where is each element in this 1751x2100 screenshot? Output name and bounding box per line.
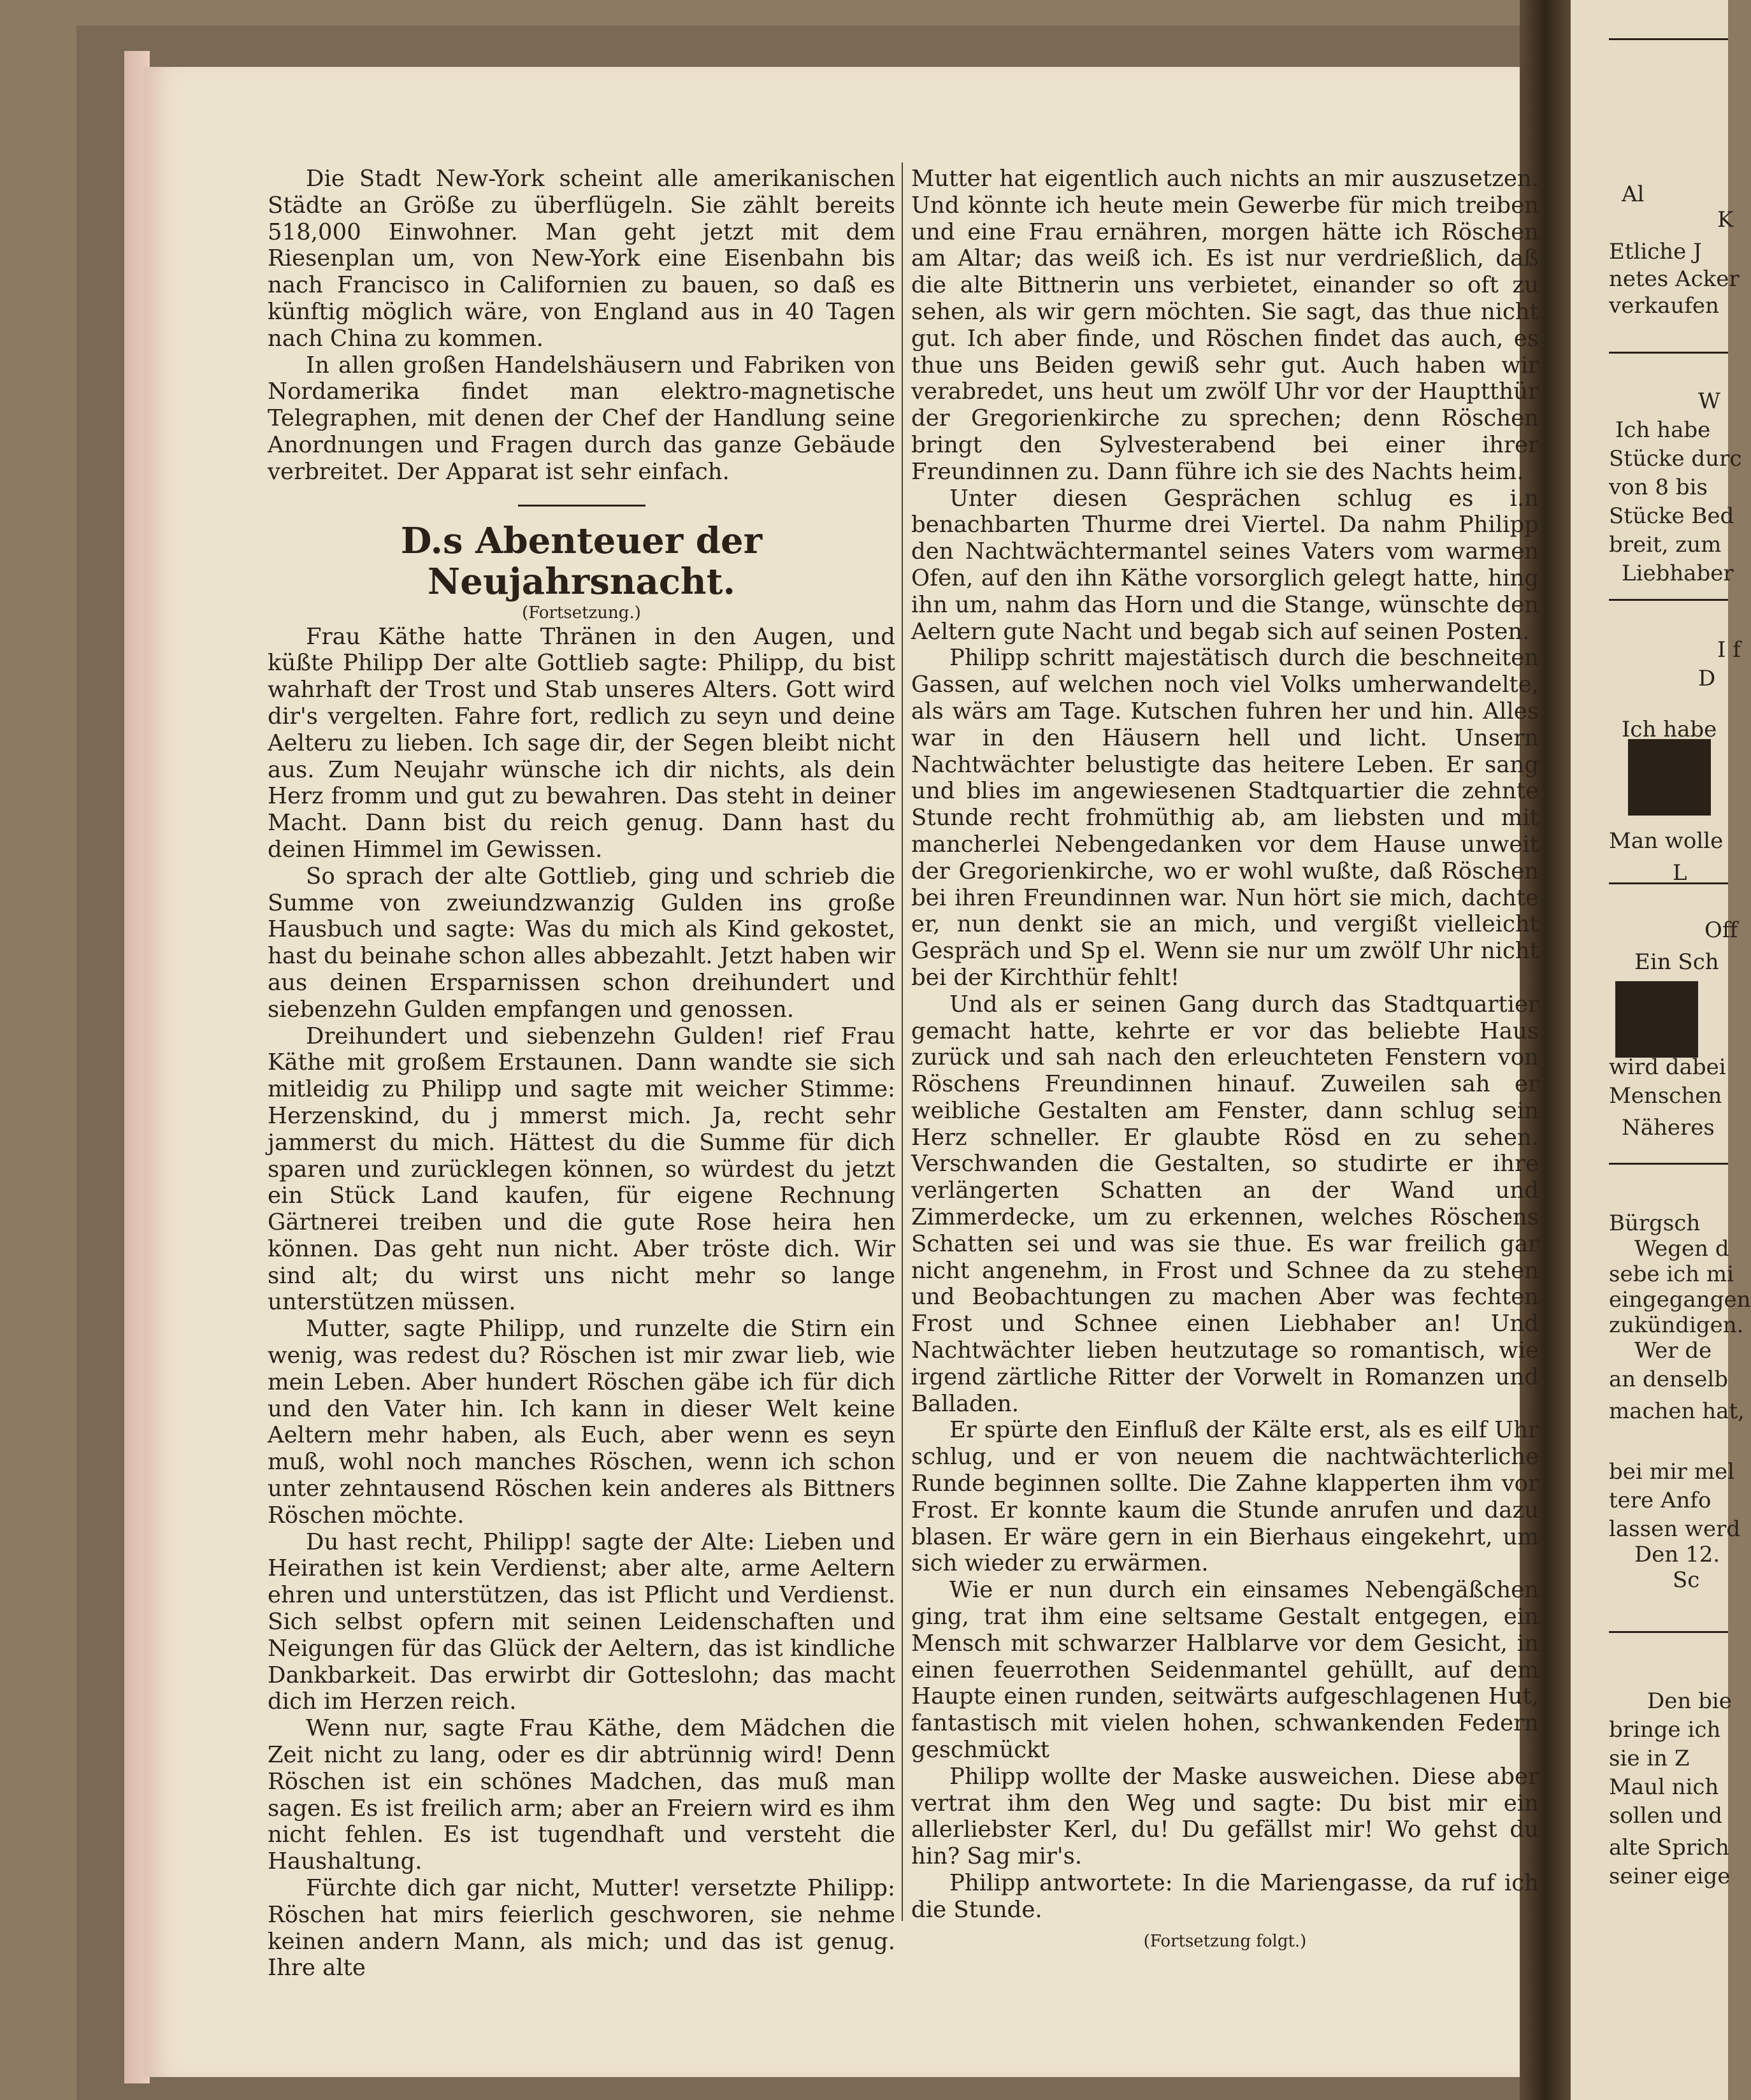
adjacent-text-line: bei mir mel xyxy=(1609,1459,1734,1485)
adjacent-text-line: wird dabei xyxy=(1609,1054,1726,1080)
adjacent-text-line: Maul nich xyxy=(1609,1774,1719,1800)
story-paragraph: Frau Käthe hatte Thränen in den Augen, und küßte Philipp Der alte Gottlieb sagte: Philipp, du bist wahrhaft der Trost und Stab unseres Alters. Gott wird dir's vergelten. Fahre fort, redlich zu seyn und deine Aelteru zu lieben. Ich sage dir, der Segen bleibt nicht aus. Zum Neujahr wünsche ich dir nichts, als dein Herz fromm und gut zu bewahren. Das steht in deiner Macht. Dann bist du reich genug. Dann hast du deinen Himmel im Gewissen. xyxy=(268,623,895,863)
adjacent-text-line: Menschen xyxy=(1609,1083,1722,1109)
adjacent-text-line: sollen und xyxy=(1609,1803,1723,1829)
adjacent-text-line: Ich habe xyxy=(1615,417,1711,443)
adjacent-text-line: Den bie xyxy=(1647,1688,1732,1714)
right-column xyxy=(911,166,1539,1950)
story-paragraph: Wie er nun durch ein einsames Nebengäßchen ging, trat ihm eine seltsame Gestalt entgegen, ein Mensch mit schwarzer Halblarve vor dem Gesicht, in einen feuerrothen Seidenmantel gehüllt, auf dem Haupte einen runden, seitwärts aufgeschlagenen Hut, fantastisch mit vielen hohen, schwankenden Federn geschmückt xyxy=(911,1577,1539,1764)
story-paragraph: Fürchte dich gar nicht, Mutter! versetzte Philipp: Röschen hat mirs feierlich geschworen, sie nehme keinen andern Mann, als mich; und das ist genug. Ihre alte xyxy=(268,1875,895,1981)
adjacent-text-line: netes Acker xyxy=(1609,266,1740,292)
adjacent-text-line: sie in Z xyxy=(1609,1746,1690,1771)
adjacent-text-line: Näheres xyxy=(1622,1115,1715,1140)
left-column xyxy=(268,166,895,1981)
woodcut-image xyxy=(1615,981,1698,1058)
story-headline: D.s Abenteuer der Neujahrsnacht. xyxy=(400,519,763,603)
adjacent-text-line: von 8 bis xyxy=(1609,475,1708,500)
section-divider xyxy=(518,505,645,507)
adjacent-text-line: seiner eige xyxy=(1609,1864,1731,1889)
story-paragraph: Wenn nur, sagte Frau Käthe, dem Mädchen die Zeit nicht zu lang, oder es dir abtrünnig wird! Denn Röschen ist ein schönes Madchen, das muß man sagen. Es ist freilich arm; aber an Freiern wird es ihm nicht fehlen. Es ist tugendhaft und versteht die Haushaltung. xyxy=(268,1715,895,1875)
adjacent-text-line: L xyxy=(1673,860,1687,886)
story-paragraph: Unter diesen Gesprächen schlug es i.n benachbarten Thurme drei Viertel. Da nahm Philipp den Nachtwächtermantel seines Vaters vom warmen Ofen, auf den ihn Käthe vorsorglich gelegt hatte, hing ihn um, nahm das Horn und die Stange, wünschte den Aeltern gute Nacht und begab sich auf seinen Posten. xyxy=(911,485,1539,645)
adjacent-text-line: bringe ich xyxy=(1609,1717,1721,1743)
story-paragraph: Philipp schritt majestätisch durch die beschneiten Gassen, auf welchen noch viel Volks umherwandelte, als wärs am Tage. Kutschen fuhren her und hin. Alles war in den Häusern hell und licht. Unsern Nachtwächter belustigte das heitere Leben. Er sang und blies im angewiesenen Stadtquartier die zehnte Stunde recht frohmüthig ab, am liebsten und mit mancherlei Nebengedanken vor dem Hause unweit der Gregorienkirche, wo er wohl wußte, daß Röschen bei ihren Freundinnen war. Nun hört sie mich, dachte er, nun denkt sie an mich, und vergißt vielleicht Gespräch und Sp el. Wenn sie nur um zwölf Uhr nicht bei der Kirchthür fehlt! xyxy=(911,645,1539,991)
story-paragraph: Mutter, sagte Philipp, und runzelte die Stirn ein wenig, was redest du? Röschen ist mir zwar lieb, wie mein Leben. Aber hundert Röschen gäbe ich für dich und den Vater hin. Ich kann in dieser Welt keine Aeltern mehr haben, als Euch, aber wenn es seyn muß, wohl noch manches Röschen, wenn ich schon unter zehntausend Röschen kein anderes als Bittners Röschen möchte. xyxy=(268,1316,895,1528)
story-paragraph: Philipp wollte der Maske ausweichen. Diese aber vertrat ihm den Weg und sagte: Du bist mir ein allerliebster Kerl, du! Du gefällst mir! Wo gehst du hin? Sag mir's. xyxy=(911,1763,1539,1870)
story-paragraph: Du hast recht, Philipp! sagte der Alte: Lieben und Heirathen ist kein Verdienst; aber alte, arme Aeltern ehren und unterstützen, das ist Pflicht und Verdienst. Sich selbst opfern mit seinen Leidenschaften und Neigungen für das Glück der Aeltern, das ist kindliche Dankbarkeit. Das erwirbt dir Gotteslohn; das macht dich im Herzen reich. xyxy=(268,1528,895,1715)
adjacent-text-line: W xyxy=(1698,389,1720,414)
adjacent-text-line: Al xyxy=(1622,182,1645,207)
adjacent-text-line: lassen werd xyxy=(1609,1516,1741,1542)
adjacent-text-line: zukündigen. xyxy=(1609,1312,1744,1338)
adjacent-text-line: Stücke durc xyxy=(1609,446,1742,471)
adjacent-rule xyxy=(1609,352,1728,354)
adjacent-text-line: Man wolle xyxy=(1609,828,1724,854)
story-paragraph: Dreihundert und siebenzehn Gulden! rief Frau Käthe mit großem Erstaunen. Dann wandte sie sich mitleidig zu Philipp und sagte mit weicher Stimme: Herzenskind, du j mmerst mich. Ja, recht sehr jammerst du mich. Hättest du die Summe für dich sparen und zurücklegen können, so würdest du jetzt ein Stück Land kaufen, für eigene Rechnung Gärtnerei treiben und die gute Rose heira hen können. Das geht nun nicht. Aber tröste dich. Wir sind alt; du wirst uns nicht mehr so lange unterstützen müssen. xyxy=(268,1023,895,1316)
adjacent-text-line: machen hat, xyxy=(1609,1399,1745,1424)
adjacent-text-line: tere Anfo xyxy=(1609,1488,1711,1513)
continuation-footer: (Fortsetzung folgt.) xyxy=(1143,1931,1307,1951)
continuation-note: (Fortsetzung.) xyxy=(522,603,641,622)
adjacent-rule xyxy=(1609,882,1728,884)
adjacent-text-line: alte Sprich xyxy=(1609,1835,1729,1860)
adjacent-text-line: Off xyxy=(1704,917,1738,943)
adjacent-text-line: Bürgsch xyxy=(1609,1211,1701,1236)
adjacent-rule xyxy=(1609,1163,1728,1165)
story-paragraph: Philipp antwortete: In die Mariengasse, da ruf ich die Stunde. xyxy=(911,1870,1539,1923)
adjacent-text-line: Ein Sch xyxy=(1634,949,1719,975)
adjacent-text-line: Sc xyxy=(1673,1567,1700,1593)
adjacent-text-line: Etliche J xyxy=(1609,239,1702,264)
adjacent-rule xyxy=(1609,1631,1728,1633)
adjacent-text-line: Stücke Bed xyxy=(1609,503,1734,529)
adjacent-text-line: I f xyxy=(1717,637,1741,663)
story-paragraph: Er spürte den Einfluß der Kälte erst, als es eilf Uhr schlug, und er von neuem die nachtwächterliche Runde beginnen sollte. Die Zahne klapperten ihm vor Frost. Er konnte kaum die Stunde anrufen und dazu blasen. Er wäre gern in ein Bierhaus eingekehrt, um sich wieder zu erwärmen. xyxy=(911,1417,1539,1577)
woodcut-image xyxy=(1628,739,1711,816)
adjacent-rule xyxy=(1609,599,1728,601)
adjacent-text-line: breit, zum xyxy=(1609,532,1722,557)
column-rule xyxy=(902,162,903,1921)
adjacent-text-line: Liebhaber xyxy=(1622,561,1734,586)
adjacent-text-line: Ich habe xyxy=(1622,717,1717,742)
adjacent-text-line: D xyxy=(1698,666,1716,691)
adjacent-text-line: Wegen d xyxy=(1634,1236,1729,1262)
adjacent-text-line: eingegangen xyxy=(1609,1287,1751,1312)
adjacent-rule xyxy=(1609,38,1728,40)
adjacent-text-line: Den 12. xyxy=(1634,1542,1720,1567)
story-paragraph: Mutter hat eigentlich auch nichts an mir auszusetzen. Und könnte ich heute mein Gewerbe für mich treiben und eine Frau ernähren, morgen hätte ich Röschen am Altar; das weiß ich. Es ist nur verdrießlich, daß die alte Bittnerin uns verbietet, einander so oft zu sehen, als wir gern möchten. Sie sagt, das thue nicht gut. Ich aber finde, und Röschen findet das auch, es thue uns Beiden gewiß sehr gut. Auch haben wir verabredet, uns heut um zwölf Uhr vor der Hauptthür der Gregorienkirche zu sprechen; denn Röschen bringt den Sylvesterabend bei einer ihrer Freundinnen zu. Dann führe ich sie des Nachts heim. xyxy=(911,166,1539,485)
adjacent-text-line: Wer de xyxy=(1634,1338,1712,1363)
news-item-new-york: Die Stadt New-York scheint alle amerikanischen Städte an Größe zu überflügeln. Sie zählt bereits 518,000 Einwohner. Man geht jetzt mit dem Riesenplan um, von New-York eine Eisenbahn bis nach Francisco in Californien zu bauen, so daß es künftig möglich wäre, von England aus in 40 Tagen nach China zu kommen. xyxy=(268,166,895,352)
story-paragraph: So sprach der alte Gottlieb, ging und schrieb die Summe von zweiundzwanzig Gulden ins große Hausbuch und sagte: Was du mich als Kind gekostet, hast du beinahe schon alles abbezahlt. Jetzt haben wir aus deinen Ersparnissen schon dreihundert und siebenzehn Gulden empfangen und genossen. xyxy=(268,863,895,1023)
story-paragraph: Und als er seinen Gang durch das Stadtquartier gemacht hatte, kehrte er vor das beliebte Haus zurück und sah nach den erleuchteten Fenstern von Röschens Freundinnen hinauf. Zuweilen sah er weibliche Gestalten am Fenster, dann schlug sein Herz schneller. Er glaubte Rösd en zu sehen. Verschwanden die Gestalten, so studirte er ihre verlängerten Schatten an der Wand und Zimmerdecke, um zu erkennen, welches Röschens Schatten sei und was sie thue. Es war freilich gar nicht angenehm, in Frost und Schnee da zu stehen und Beobachtungen zu machen Aber was fechten Frost und Schnee einen Liebhaber an! Und Nachtwächter lieben heutzutage so romantisch, wie irgend zärtliche Ritter der Vorwelt in Romanzen und Balladen. xyxy=(911,991,1539,1417)
adjacent-text-line: verkaufen xyxy=(1609,293,1719,319)
adjacent-text-line: an denselb xyxy=(1609,1367,1728,1392)
adjacent-page xyxy=(1571,0,1751,2100)
adjacent-text-line: K xyxy=(1717,207,1734,233)
news-item-telegraphs: In allen großen Handelshäusern und Fabriken von Nordamerika findet man elektro-magnetische Telegraphen, mit denen der Chef der Handlung seine Anordnungen und Fragen durch das ganze Gebäude verbreitet. Der Apparat ist sehr einfach. xyxy=(268,352,895,485)
adjacent-text-line: sebe ich mi xyxy=(1609,1262,1734,1287)
